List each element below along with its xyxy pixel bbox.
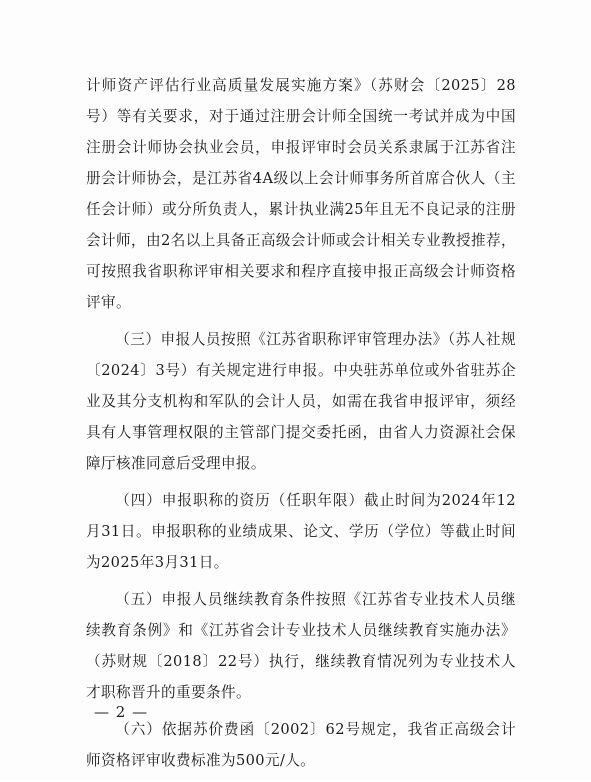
paragraph-item-6: （六）依据苏价费函〔2002〕62号规定，我省正高级会计师资格评审收费标准为500元/人。 <box>86 721 516 769</box>
paragraph-item-4: （四）申报职称的资历（任职年限）截止时间为2024年12月31日。申报职称的业绩成果、论文、学历（学位）等截止时间为2025年3月31日。 <box>86 492 516 571</box>
document-body <box>86 70 516 782</box>
page-number: — 2 — <box>94 703 149 721</box>
paragraph-item-5: （五）申报人员继续教育条件按照《江苏省专业技术人员继续教育条例》和《江苏省会计专业技术人员继续教育实施办法》（苏财规〔2018〕22号）执行，继续教育情况列为专业技术人才职称晋升的重要条件。 <box>86 591 516 701</box>
paragraph-continuation: 计师资产评估行业高质量发展实施方案》（苏财会〔2025〕28号）等有关要求，对于通过注册会计师全国统一考试并成为中国注册会计师协会执业会员，申报评审时会员关系隶属于江苏省注册会计师协会，是江苏省4A级以上会计师事务所首席合伙人（主任会计师）或分所负责人，累计执业满25年且无不良记录的注册会计师，由2名以上具备正高级会计师或会计相关专业教授推荐，可按照我省职称评审相关要求和程序直接申报正高级会计师资格评审。 <box>86 77 516 311</box>
paragraph-item-3: （三）申报人员按照《江苏省职称评审管理办法》（苏人社规〔2024〕3号）有关规定进行申报。中央驻苏单位或外省驻苏企业及其分支机构和军队的会计人员，如需在我省申报评审，须经具有人事管理权限的主管部门提交委托函，由省人力资源社会保障厅核准同意后受理申报。 <box>86 331 516 472</box>
